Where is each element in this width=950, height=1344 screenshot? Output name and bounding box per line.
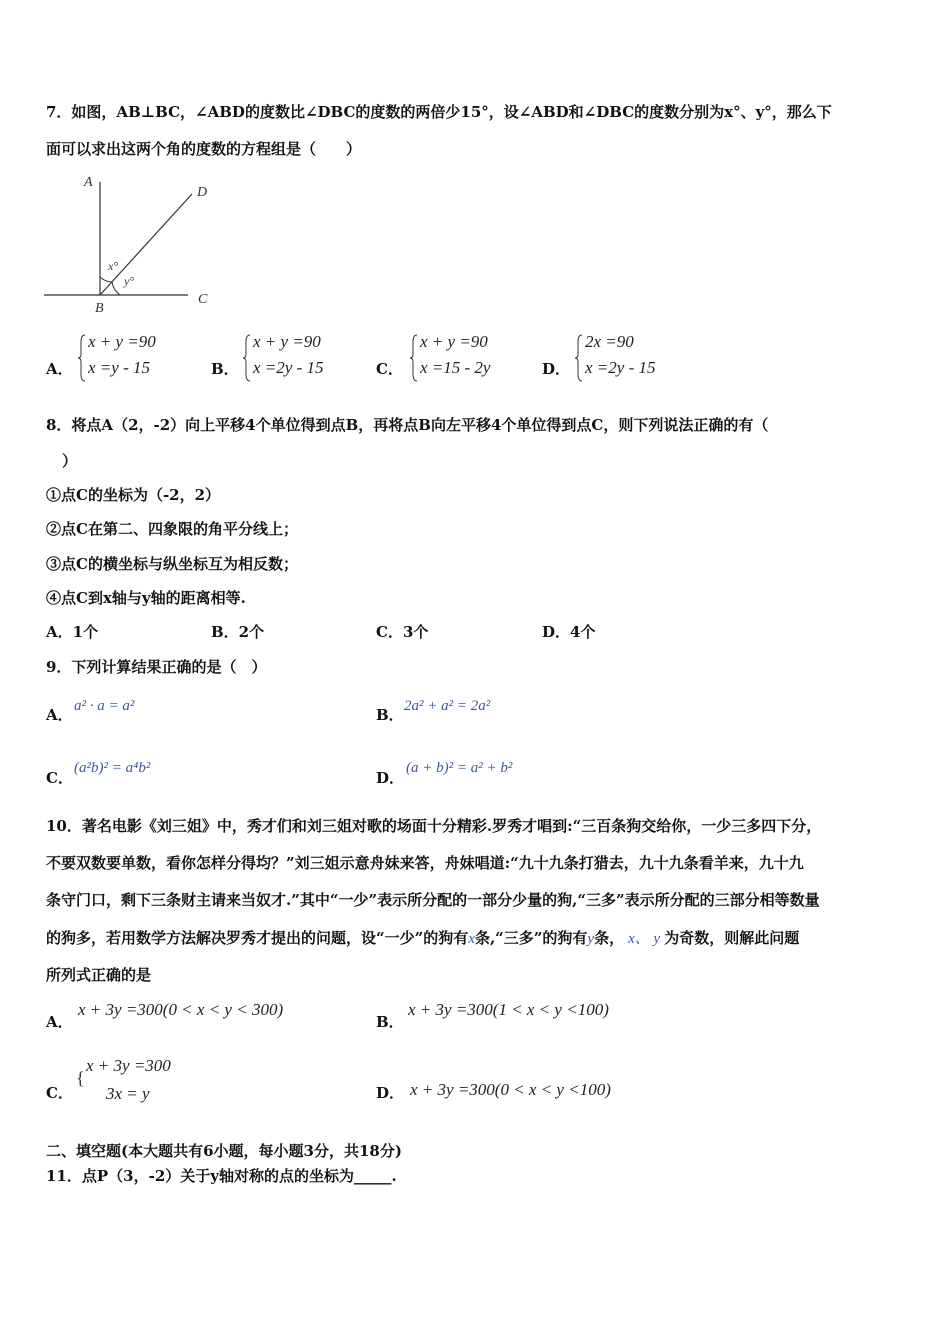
q9-option-c-expr: (a²b)² = a⁴b² [74,760,151,776]
arc-y [112,282,120,295]
q7-option-a-label: A． [46,360,73,378]
label-x: x° [108,259,119,273]
q7-stem-line1: 7．如图，AB⊥BC，∠ABD的度数比∠DBC的度数的两倍少15°，设∠ABD和∠DBC的度数分别为x°、y°，那么下 [46,103,832,121]
q10-line4-part2: 条,“三多”的狗有 [474,929,588,947]
q9-option-c-label: C． [46,769,73,787]
q10-var-y: y [587,931,595,947]
q7-option-c-label: C． [376,360,403,378]
q10-option-c-eq1: x + 3y =300 [86,1056,171,1075]
q7-option-d-label: D． [542,360,571,378]
q7-option-b-eq1: x + y =90 [253,332,321,351]
q9-option-a-label: A． [46,706,73,724]
brace-icon [575,334,583,382]
q10-option-a-expr: x + 3y =300(0 < x < y < 300) [78,1000,284,1019]
label-a: A [84,175,93,190]
q9-option-d-expr: (a + b)² = a² + b² [406,760,513,776]
q10-line4-part1: 的狗多，若用数学方法解决罗秀才提出的问题，设“一少”的狗有 [46,929,469,947]
q10-stem-line2: 不要双数要单数，看你怎样分得均？”刘三姐示意舟妹来答，舟妹唱道:“九十九条打猎去，九十九条看羊来，九十九 [46,854,804,872]
brace-icon [410,334,418,382]
brace-icon: { [76,1068,85,1088]
q8-stem-line2: ） [62,452,78,470]
q10-line4-part3: 条， [594,929,625,947]
q9-stem: 9．下列计算结果正确的是（ ） [46,658,267,676]
q9-option-a-expr: a² · a = a² [74,698,135,714]
q10-option-c-label: C． [46,1084,73,1102]
q10-line4-part4: 为奇数，则解此问题 [664,929,800,947]
q11-stem: 11．点P（3，-2）关于y轴对称的点的坐标为_____. [46,1167,397,1185]
q10-stem-line5: 所列式正确的是 [46,966,152,984]
q9-option-b-label: B． [376,706,404,724]
q8-item-2: ②点C在第二、四象限的角平分线上； [46,520,298,538]
arc-x [100,277,112,282]
q10-stem-line1: 10．著名电影《刘三姐》中，秀才们和刘三姐对歌的场面十分精彩.罗秀才唱到:“三百条狗交给你，一少三多四下分， [46,817,822,835]
q10-vars-xy: x、 y [628,931,661,947]
q8-option-b: B．2个 [211,623,265,641]
q7-option-a-eq1: x + y =90 [88,332,156,351]
label-c: C [198,292,208,307]
q10-stem-line4 [46,928,799,949]
brace-icon [78,334,86,382]
q10-option-d-expr: x + 3y =300(0 < x < y <100) [410,1080,611,1099]
line-bd [100,194,192,295]
label-b: B [95,301,104,316]
label-d: D [197,185,208,200]
brace-icon [243,334,251,382]
q8-item-1: ①点C的坐标为（-2，2） [46,486,221,504]
q7-stem-line2: 面可以求出这两个角的度数的方程组是（ ） [46,140,362,158]
q7-option-b-eq2: x =2y - 15 [253,358,324,377]
q10-option-d-label: D． [376,1084,405,1102]
q7-option-b-label: B． [211,360,239,378]
q8-item-4: ④点C到x轴与y轴的距离相等. [46,589,246,607]
q7-option-a-eq2: x =y - 15 [88,358,150,377]
q10-stem-line3: 条守门口，剩下三条财主请来当奴才.”其中“一少”表示所分配的一部分少量的狗,“三多”表示所分配的三部分相等数量 [46,891,820,909]
section2-title: 二、填空题(本大题共有6小题，每小题3分，共18分) [46,1142,402,1160]
q9-option-b-expr: 2a² + a² = 2a² [404,698,491,714]
q10-option-a-label: A． [46,1013,73,1031]
q10-option-c-eq2: 3x = y [106,1084,150,1103]
label-y: y° [124,274,135,288]
q10-var-x: x [468,931,475,947]
q8-item-3: ③点C的横坐标与纵坐标互为相反数； [46,555,298,573]
q8-option-a: A．1个 [46,623,99,641]
q10-option-b-label: B． [376,1013,404,1031]
q7-option-d-eq2: x =2y - 15 [585,358,656,377]
q9-option-d-label: D． [376,769,405,787]
q7-option-c-eq1: x + y =90 [420,332,488,351]
q8-stem-line1: 8．将点A（2，-2）向上平移4个单位得到点B，再将点B向左平移4个单位得到点C，则下列说法正确的有（ [46,416,769,434]
q7-option-c-eq2: x =15 - 2y [420,358,491,377]
q8-option-c: C．3个 [376,623,429,641]
q10-option-b-expr: x + 3y =300(1 < x < y <100) [408,1000,609,1019]
angle-figure [40,172,220,317]
q7-option-d-eq1: 2x =90 [585,332,634,351]
q8-option-d: D．4个 [542,623,596,641]
